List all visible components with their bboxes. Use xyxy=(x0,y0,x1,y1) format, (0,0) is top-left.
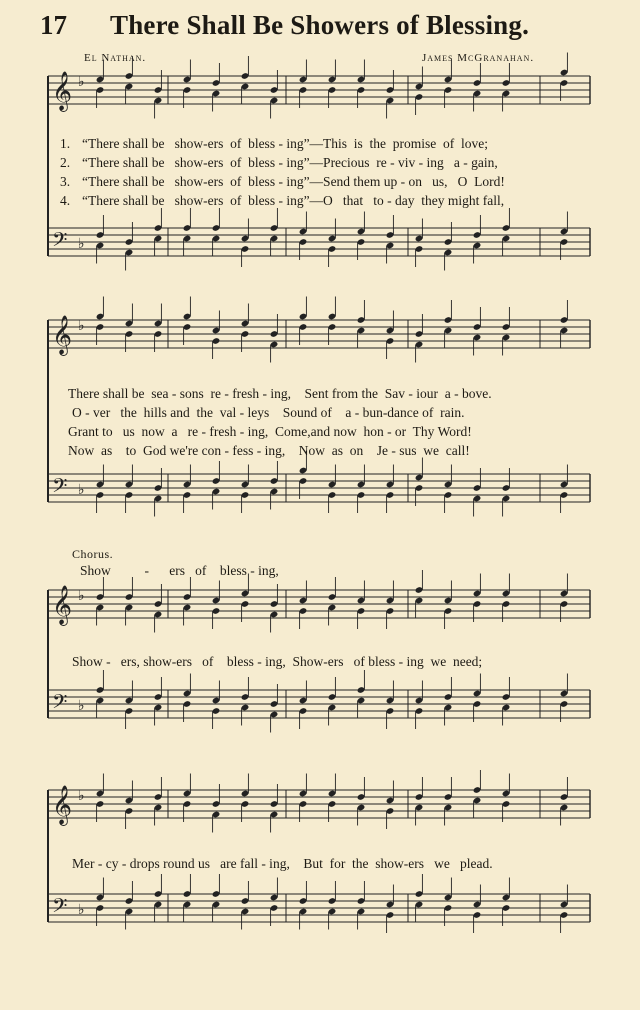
flat-key-signature-icon: ♭ xyxy=(78,788,85,804)
author-credit: El Nathan. xyxy=(84,52,147,64)
bass-staff xyxy=(48,208,590,271)
bass-clef-icon: 𝄢 xyxy=(52,894,68,922)
bass-staff xyxy=(48,451,590,517)
verse-2-line-2: O - ver the hills and the val - leys Sound of a - bun-dance of rain. xyxy=(72,405,465,420)
hymn-title: There Shall Be Showers of Blessing. xyxy=(110,10,530,40)
chorus-line-2: Mer - cy - drops round us are fall - ing, But for the show-ers we plead. xyxy=(72,856,493,871)
treble-clef-icon: 𝄞 xyxy=(52,785,73,825)
verse-3-line-1: “There shall be show-ers of bless - ing”—Send them up - on us, O Lord! xyxy=(82,174,505,189)
verse-3-line-2: Grant to us now a re - fresh - ing, Come,and now hon - or Thy Word! xyxy=(68,424,472,439)
treble-clef-icon: 𝄞 xyxy=(52,585,73,625)
treble-staff xyxy=(48,770,590,833)
flat-key-signature-icon: ♭ xyxy=(78,698,85,714)
bass-clef-icon: 𝄢 xyxy=(52,690,68,718)
verse-number: 3. xyxy=(60,174,71,189)
flat-key-signature-icon: ♭ xyxy=(78,318,85,334)
chorus-line-1: Show - ers, show-ers of bless - ing, Show-ers of bless - ing we need; xyxy=(72,654,483,669)
bass-clef-icon: 𝄢 xyxy=(52,228,68,256)
verse-1-line-1: “There shall be show-ers of bless - ing”—This is the promise of love; xyxy=(82,136,489,151)
chorus-tenor-lyric: Show - ers of bless - ing, xyxy=(80,563,279,578)
treble-staff xyxy=(48,570,590,633)
bass-staff xyxy=(48,874,590,933)
treble-clef-icon: 𝄞 xyxy=(52,71,73,111)
treble-clef-icon: 𝄞 xyxy=(52,315,73,355)
chorus-label: Chorus. xyxy=(72,547,114,561)
flat-key-signature-icon: ♭ xyxy=(78,74,85,90)
verse-4-line-2: Now as to God we're con - fess - ing, Now as on Je - sus we call! xyxy=(68,443,470,458)
verse-number: 2. xyxy=(60,155,71,170)
flat-key-signature-icon: ♭ xyxy=(78,588,85,604)
verse-2-line-1: “There shall be show-ers of bless - ing”—Precious re - viv - ing a - gain, xyxy=(82,155,498,170)
flat-key-signature-icon: ♭ xyxy=(78,482,85,498)
bass-staff xyxy=(48,670,590,733)
bass-clef-icon: 𝄢 xyxy=(52,474,68,502)
flat-key-signature-icon: ♭ xyxy=(78,236,85,252)
flat-key-signature-icon: ♭ xyxy=(78,902,85,918)
hymn-number: 17 xyxy=(40,10,67,40)
verse-number: 1. xyxy=(60,136,71,151)
music-system-1 xyxy=(40,68,600,278)
verse-4-line-1: “There shall be show-ers of bless - ing”—O that to - day they might fall, xyxy=(82,193,505,208)
composer-credit: James McGranahan. xyxy=(422,52,535,64)
verse-1-line-2: There shall be sea - sons re - fresh - ing, Sent from the Sav - iour a - bove. xyxy=(68,386,492,401)
treble-staff xyxy=(48,297,590,363)
verse-number: 4. xyxy=(60,193,71,208)
